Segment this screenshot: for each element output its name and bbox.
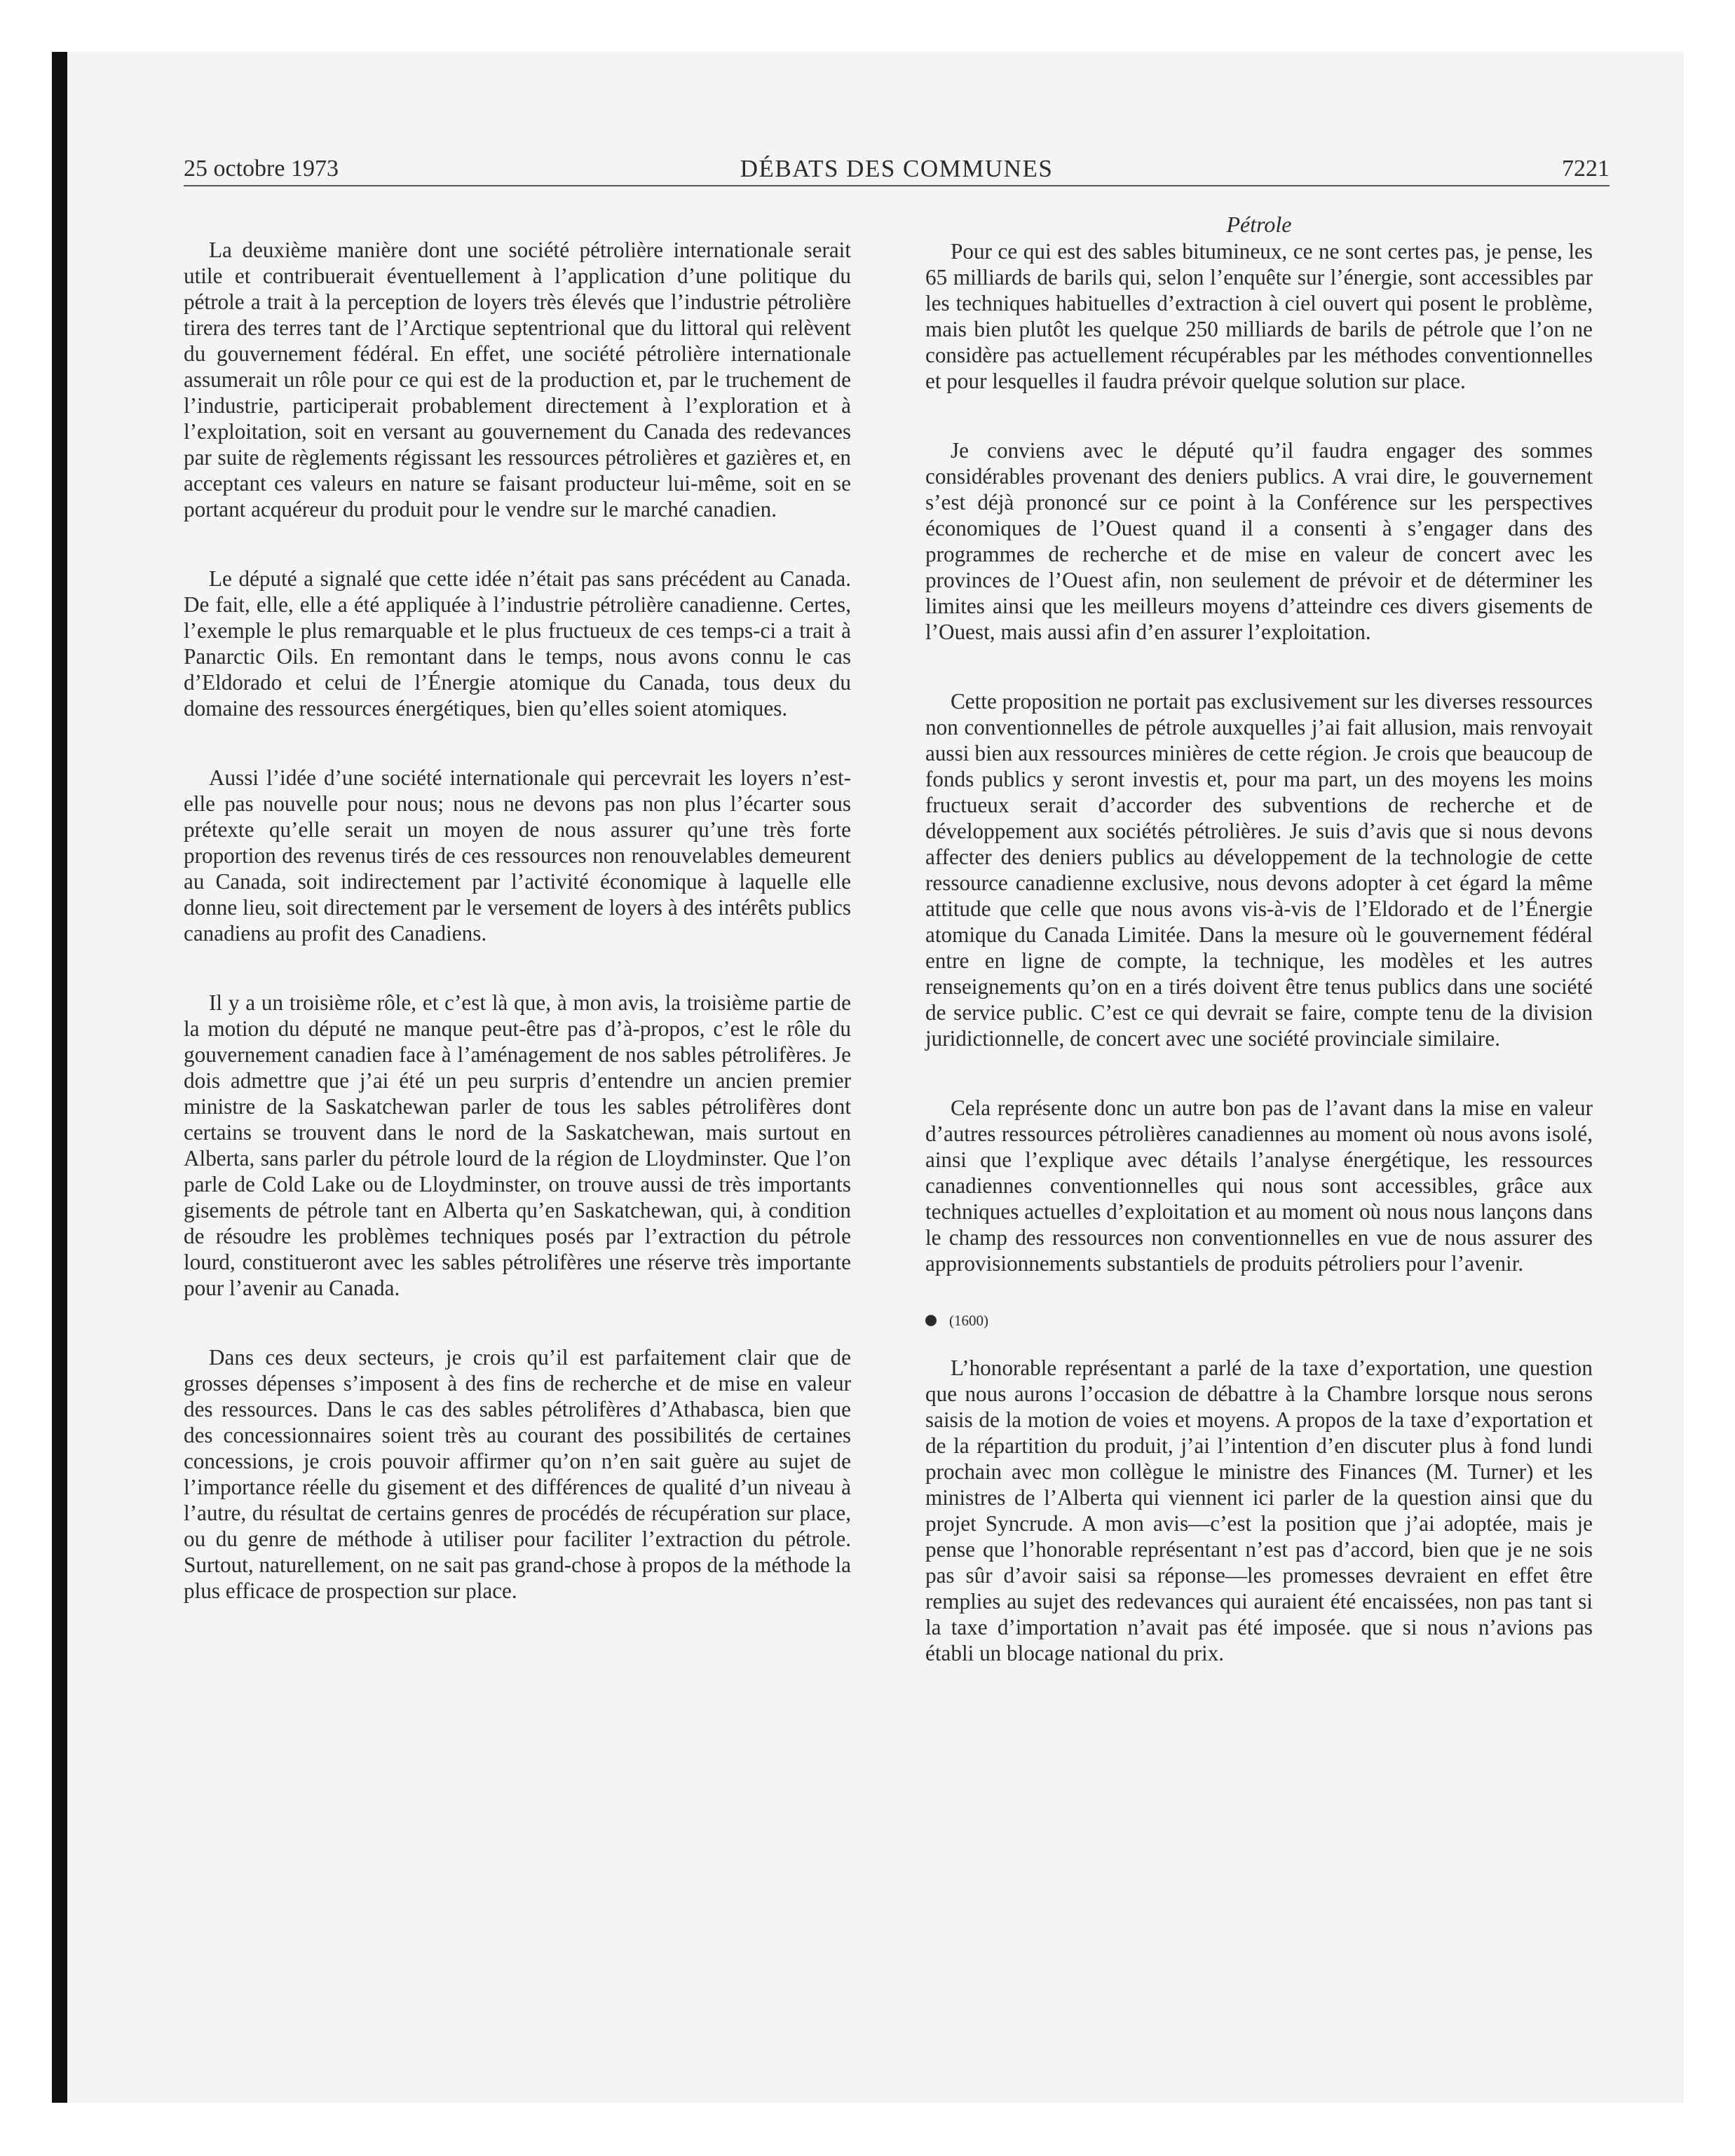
paragraph: Je conviens avec le député qu’il faudra engager des sommes considérables provenant des deniers publics. A vrai dire, le gouvernement s’est déjà prononcé sur ce point à la Conférence sur les perspectives économiques de l’Ouest quand il a consenti à s’engager dans des programmes de recherche et de mise en valeur de concert avec les provinces de l’Ouest afin, non seulement de prévoir et de déterminer les limites ainsi que les meilleurs moyens d’atteindre ces divers gisements de l’Ouest, mais aussi afin d’en assurer l’exploitation. xyxy=(925,438,1593,644)
bullet-icon xyxy=(925,1315,937,1326)
paragraph: Cette proposition ne portait pas exclusivement sur les diverses ressources non conventionnelles de pétrole auxquelles j’ai fait allusion, mais renvoyait aussi bien aux ressources minières de cette région. Je crois que beaucoup de fonds publics y seront investis et, pour ma part, un des moyens les moins fructueux serait d’accorder des subventions de recherche et de développement aux sociétés pétrolières. Je suis d’avis que si nous devons affecter des deniers publics au développement de la technologie de cette ressource canadienne exclusive, nous devons adopter à cet égard la même attitude que celle que nous avons vis-à-vis de l’Eldorado et de l’Énergie atomique du Canada Limitée. Dans la mesure où le gouvernement fédéral entre en ligne de compte, la technique, les modèles et les autres renseignements qu’on en a tirés doivent être tenus publics dans une société de service public. C’est ce qui devrait se faire, compte tenu de la division juridictionnelle, de concert avec une société provinciale similaire. xyxy=(925,689,1593,1051)
left-column xyxy=(184,237,851,1647)
paragraph: Aussi l’idée d’une société internationale qui percevrait les loyers n’est-elle pas nouvelle pour nous; nous ne devons pas non plus l’écarter sous prétexte qu’elle serait un moyen de nous assurer qu’une très forte proportion des revenus tirés de ces ressources non renouvelables demeurent au Canada, soit indirectement par l’activité économique à laquelle elle donne lieu, soit directement par le versement de loyers à des intérêts publics canadiens au profit des Canadiens. xyxy=(184,765,851,946)
paragraph: La deuxième manière dont une société pétrolière internationale serait utile et contribuerait éventuellement à l’application d’une politique du pétrole a trait à la perception de loyers très élevés que l’industrie pétrolière tirera des terres tant de l’Arctique septentrional que du littoral qui relèvent du gouvernement fédéral. En effet, une société pétrolière internationale assumerait un rôle pour ce qui est de la production et, par le truchement de l’industrie, participerait probablement directement à l’exploration et à l’exploitation, soit en versant au gouvernement du Canada des redevances par suite de règlements régissant les ressources pétrolières et gazières et, en acceptant ces valeurs en nature se faisant producteur lui-même, soit en se portant acquéreur du produit pour le vendre sur le marché canadien. xyxy=(184,238,851,521)
header-page-number: 7221 xyxy=(1562,156,1610,182)
page-header xyxy=(184,153,1610,186)
paragraph: Pour ce qui est des sables bitumineux, ce ne sont certes pas, je pense, les 65 milliards de barils qui, selon l’enquête sur l’énergie, sont accessibles par les techniques habituelles d’extraction à ciel ouvert qui posent le problème, mais bien plutôt les quelque 250 milliards de barils de pétrole que l’on ne considère pas actuellement récupérables par les méthodes conventionnelles et pour lesquelles il faudra prévoir quelque solution sur place. xyxy=(925,239,1593,393)
header-date: 25 octobre 1973 xyxy=(184,156,339,182)
section-title: Pétrole xyxy=(1226,212,1292,237)
header-title: DÉBATS DES COMMUNES xyxy=(740,155,1054,182)
time-marker xyxy=(925,1310,1593,1331)
time-marker-label: (1600) xyxy=(949,1312,988,1329)
paragraph: Dans ces deux secteurs, je crois qu’il est parfaitement clair que de grosses dépenses s’imposent à des fins de recherche et de mise en valeur des ressources. Dans le cas des sables pétrolifères d’Athabasca, bien que des concessionnaires soient très au courant des possibilités de certaines concessions, je crois pouvoir affirmer qu’on n’en sait guère au sujet de l’importance réelle du gisement et des différences de qualité d’un niveau à l’autre, du résultat de certains genres de procédés de récupération sur place, ou du genre de méthode à utiliser pour faciliter l’extraction du pétrole. Surtout, naturellement, on ne sait pas grand-chose à propos de la méthode la plus efficace de prospection sur place. xyxy=(184,1345,851,1603)
paragraph: Il y a un troisième rôle, et c’est là que, à mon avis, la troisième partie de la motion du député ne manque peut-être pas d’à-propos, c’est le rôle du gouvernement canadien face à l’aménagement de nos sables pétrolifères. Je dois admettre que j’ai été un peu surpris d’entendre un ancien premier ministre de la Saskatchewan parler de tous les sables pétrolifères dont certains se trouvent dans le nord de la Saskatchewan, mais surtout en Alberta, sans parler du pétrole lourd de la région de Lloydminster. Que l’on parle de Cold Lake ou de Lloydminster, on trouve aussi de très importants gisements de pétrole tant en Alberta qu’en Saskatchewan, qui, à condition de résoudre les problèmes techniques posés par l’extraction du pétrole lourd, constitueront avec les sables pétrolifères une réserve très importante pour l’avenir au Canada. xyxy=(184,990,851,1300)
paragraph: Le député a signalé que cette idée n’était pas sans précédent au Canada. De fait, elle, elle a été appliquée à l’industrie pétrolière canadienne. Certes, l’exemple le plus remarquable et le plus fructueux de ces temps-ci a trait à Panarctic Oils. En remontant dans le temps, nous avons connu le cas d’Eldorado et celui de l’Énergie atomique du Canada, tous deux du domaine des ressources énergétiques, bien qu’elles soient atomiques. xyxy=(184,566,851,721)
right-column xyxy=(925,196,1593,1710)
scan-edge xyxy=(52,52,67,2103)
paragraph: Cela représente donc un autre bon pas de l’avant dans la mise en valeur d’autres ressources pétrolières canadiennes au moment où nous avons isolé, ainsi que l’explique avec détails l’analyse énergétique, les ressources canadiennes conventionnelles qui nous sont accessibles, grâce aux techniques actuelles d’exploitation et au moment où nous nous lançons dans le champ des ressources non conventionnelles en vue de nous assurer des approvisionnements substantiels de produits pétroliers pour l’avenir. xyxy=(925,1096,1593,1276)
paragraph: L’honorable représentant a parlé de la taxe d’exportation, une question que nous aurons l’occasion de débattre à la Chambre lorsque nous serons saisis de la motion de voies et moyens. A propos de la taxe d’exportation et de la répartition du produit, j’ai l’intention d’en discuter plus à fond lundi prochain avec mon collègue le ministre des Finances (M. Turner) et les ministres de l’Alberta qui viennent ici parler de la question ainsi que du projet Syncrude. A mon avis—c’est la position que j’ai adoptée, mais je pense que l’honorable représentant n’est pas d’accord, bien que je ne sois pas sûr d’avoir saisi sa réponse—les promesses devraient en effet être remplies au sujet des redevances qui auraient été encaissées, non pas tant si la taxe d’importation n’avait pas été imposée. que si nous n’avions pas établi un blocage national du prix. xyxy=(925,1356,1593,1665)
